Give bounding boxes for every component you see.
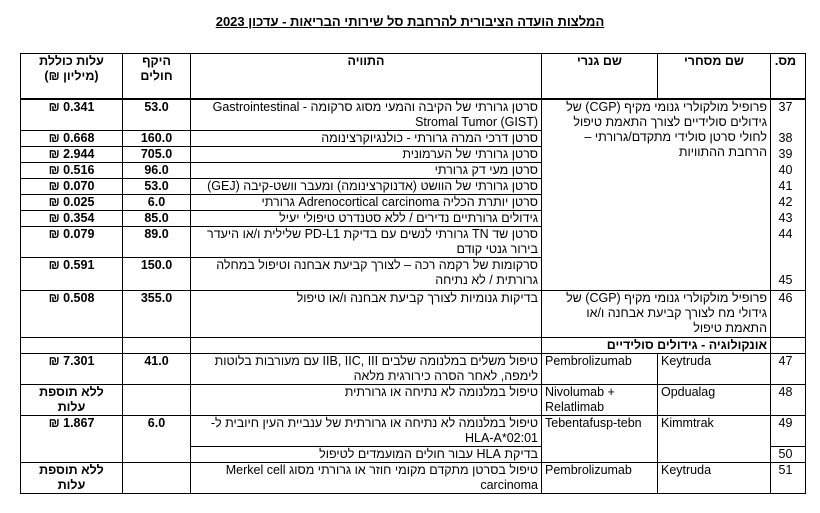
row-number: 51 [771, 462, 806, 493]
patients-cell: 89.0 [123, 227, 191, 258]
row-number: 50 [771, 446, 806, 462]
empty-cell [123, 337, 191, 353]
patients-cell: 53.0 [123, 99, 191, 131]
cost-cell: 0.341 ₪ [21, 99, 123, 131]
trade-name-cell: Opdualag [658, 384, 771, 415]
row-number: 44 [771, 227, 806, 258]
header-patients: היקף חולים [123, 54, 191, 100]
indication-cell: סרטן דרכי המרה גרורתי - כולנגיוקרצינומה [191, 131, 542, 147]
patients-cell: 85.0 [123, 211, 191, 227]
cost-cell: 0.025 ₪ [21, 195, 123, 211]
section-row [21, 337, 806, 353]
row-number: 45 [771, 258, 806, 291]
patients-cell [123, 462, 191, 493]
patients-cell: 53.0 [123, 179, 191, 195]
generic-name-cell: Nivolumab + Relatlimab [542, 384, 658, 415]
section-number-cell [771, 337, 806, 353]
cost-cell: ללא תוספת עלות [21, 384, 123, 415]
table-row [21, 415, 806, 446]
generic-name-cell: Tebentafusp-tebn [542, 415, 658, 462]
empty-cell [21, 337, 123, 353]
row-number: 47 [771, 353, 806, 384]
indication-cell: טיפול במלנומה לא נתיחה או גרורתית [191, 384, 542, 415]
indication-cell: סרטן מעי דק גרורתי [191, 163, 542, 179]
cost-cell: 0.508 ₪ [21, 290, 123, 337]
patients-cell: 705.0 [123, 147, 191, 163]
cost-cell: 1.867 ₪ [21, 415, 123, 462]
trade-generic-cell: פרופיל מולקולרי גנומי מקיף (CGP) של גידולי מח לצורך קביעת אבחנה ו/או התאמת טיפול [542, 290, 771, 337]
indication-cell: סרקומות של רקמה רכה – לצורך קביעת אבחנה וטיפול במחלה גרורתית / לא נתיחה [191, 258, 542, 291]
patients-cell: 355.0 [123, 290, 191, 337]
cost-cell: 0.516 ₪ [21, 163, 123, 179]
page-title: המלצות הועדה הציבורית להרחבת סל שירותי הבריאות - עדכון 2023 [215, 14, 605, 29]
patients-cell [123, 384, 191, 415]
table-header-row [21, 54, 806, 100]
indication-cell: סרטן גרורתי של הערמונית [191, 147, 542, 163]
cost-cell: 2.944 ₪ [21, 147, 123, 163]
indication-cell: טיפול במלנומה לא נתיחה או גרורתית של ענביית העין חיובית ל-HLA-A*02:01 [191, 415, 542, 446]
patients-cell: 150.0 [123, 258, 191, 291]
header-indication: התוויה [191, 54, 542, 100]
indication-cell: סרטן יותרת הכליה Adrenocortical carcinoma גרורתי [191, 195, 542, 211]
indication-cell: טיפול משלים במלנומה שלבים IIB, IIC, III עם מעורבות בלוטות לימפה, לאחר הסרה כירורגית מלאה [191, 353, 542, 384]
patients-cell: 96.0 [123, 163, 191, 179]
table-row [21, 384, 806, 415]
row-number: 41 [771, 179, 806, 195]
row-number: 38 [771, 131, 806, 147]
generic-name-cell: Pembrolizumab [542, 462, 658, 493]
row-number: 43 [771, 211, 806, 227]
trade-generic-cell: פרופיל מולקולרי גנומי מקיף (CGP) של גידולים סולידיים לצורך התאמת טיפול לחולי סרטן סולידי מתקדם/גרורתי – הרחבת ההתוויות [542, 99, 771, 290]
trade-name-cell: Kimmtrak [658, 415, 771, 462]
trade-name-cell: Keytruda [658, 353, 771, 384]
table-row [21, 462, 806, 493]
patients-cell: 41.0 [123, 353, 191, 384]
row-number: 49 [771, 415, 806, 446]
row-number: 48 [771, 384, 806, 415]
header-generic-name: שם גנרי [542, 54, 658, 100]
indication-cell: גידולים גרורתיים נדירים / ללא סטנדרט טיפולי יעיל [191, 211, 542, 227]
cost-cell: 0.591 ₪ [21, 258, 123, 291]
cost-cell: 0.668 ₪ [21, 131, 123, 147]
generic-name-cell: Pembrolizumab [542, 353, 658, 384]
indication-cell: בדיקות גנומיות לצורך קביעת אבחנה ו/או טיפול [191, 290, 542, 337]
empty-cell [191, 337, 542, 353]
row-number: 46 [771, 290, 806, 337]
patients-cell: 6.0 [123, 195, 191, 211]
patients-cell: 160.0 [123, 131, 191, 147]
trade-name-cell: Keytruda [658, 462, 771, 493]
header-no: מס. [771, 54, 806, 100]
row-number: 37 [771, 99, 806, 131]
indication-cell: סרטן גרורתי של הקיבה והמעי מסוג סרקומה - Gastrointestinal Stromal Tumor (GIST) [191, 99, 542, 131]
indication-cell: טיפול בסרטן מתקדם מקומי חוזר או גרורתי מסוג Merkel cell carcinoma [191, 462, 542, 493]
cost-cell: 0.079 ₪ [21, 227, 123, 258]
indication-cell: סרטן גרורתי של הוושט (אדנוקרצינומה) ומעבר וושט-קיבה (GEJ) [191, 179, 542, 195]
indication-cell: סרטן שד TN גרורתי לנשים עם בדיקת PD-L1 שלילית ו/או היעדר בירור גנטי קודם [191, 227, 542, 258]
row-number: 42 [771, 195, 806, 211]
cost-cell: 0.354 ₪ [21, 211, 123, 227]
section-title: אונקולוגיה - גידולים סולידיים [542, 337, 771, 353]
patients-cell: 6.0 [123, 415, 191, 462]
cost-cell: 0.070 ₪ [21, 179, 123, 195]
indication-cell: בדיקת HLA עבור חולים המועמדים לטיפול [191, 446, 542, 462]
cost-cell: ללא תוספת עלות [21, 462, 123, 493]
header-cost: עלות כוללת (מיליון ₪) [21, 54, 123, 100]
table-row [21, 353, 806, 384]
cost-cell: 7.301 ₪ [21, 353, 123, 384]
header-trade-name: שם מסחרי [658, 54, 771, 100]
recommendations-table [20, 53, 806, 494]
row-number: 39 [771, 147, 806, 163]
table-row [21, 290, 806, 337]
table-row [21, 99, 806, 131]
row-number: 40 [771, 163, 806, 179]
